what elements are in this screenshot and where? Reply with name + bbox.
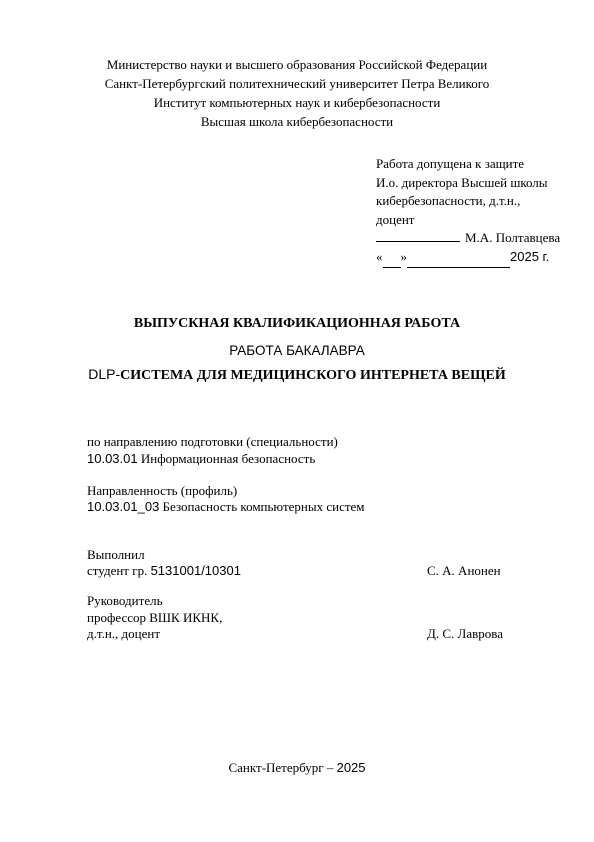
approval-line-4: доцент [376,211,415,227]
supervisor-position: профессор ВШК ИКНК, [87,610,223,625]
approval-line-3: кибербезопасности, д.т.н., [376,193,521,209]
direction-code: 10.03.01 [87,451,138,466]
signature-line [376,229,460,242]
author-group: 5131001/10301 [150,563,241,578]
day-blank [383,248,401,268]
approval-signature-row [376,229,560,248]
profile-name: Безопасность компьютерных систем [159,499,365,514]
work-type-title: ВЫПУСКНАЯ КВАЛИФИКАЦИОННАЯ РАБОТА [133,316,461,331]
footer-city: Санкт-Петербург [228,760,324,775]
supervisor-name: Д. С. Лаврова [427,626,504,641]
university-line: Санкт-Петербургский политехнический университет Петра Великого [104,76,490,91]
author-label: Выполнил [87,547,145,562]
topic-title [0,366,594,384]
direction-name: Информационная безопасность [137,451,316,466]
degree-title: РАБОТА БАКАЛАВРА [229,343,365,358]
author-name: С. А. Анонен [427,563,501,578]
profile-label: Направленность (профиль) [87,483,238,498]
approval-signatory: М.А. Полтавцева [465,230,561,246]
date-quote-open: « [376,248,383,264]
ministry-line: Министерство науки и высшего образования Российской Федерации [106,57,488,72]
date-quote-close: » [400,248,407,264]
footer-city-year [0,760,594,776]
date-year: 2025 г. [510,248,550,264]
direction-label: по направлению подготовки (специальности) [87,434,338,449]
footer-year: 2025 [336,760,366,775]
profile-code: 10.03.01_03 [87,499,160,514]
author-group-row [87,563,241,579]
profile-value [87,499,365,515]
approval-line-1: Работа допущена к защите [376,156,525,171]
approval-date-row [376,248,560,268]
school-line: Высшая школа кибербезопасности [200,114,394,129]
topic-text: СИСТЕМА ДЛЯ МЕДИЦИНСКОГО ИНТЕРНЕТА ВЕЩЕЙ [120,368,506,383]
approval-block [376,155,560,268]
month-blank [407,248,510,268]
supervisor-degree: д.т.н., доцент [87,626,161,641]
approval-line-2: И.о. директора Высшей школы [376,174,548,190]
footer-separator: – [323,760,337,775]
supervisor-label: Руководитель [87,593,163,608]
topic-prefix: DLP- [88,366,121,382]
author-group-prefix: студент гр. [87,563,151,578]
direction-value [87,451,315,467]
institute-line: Институт компьютерных наук и кибербезопасности [153,95,441,110]
